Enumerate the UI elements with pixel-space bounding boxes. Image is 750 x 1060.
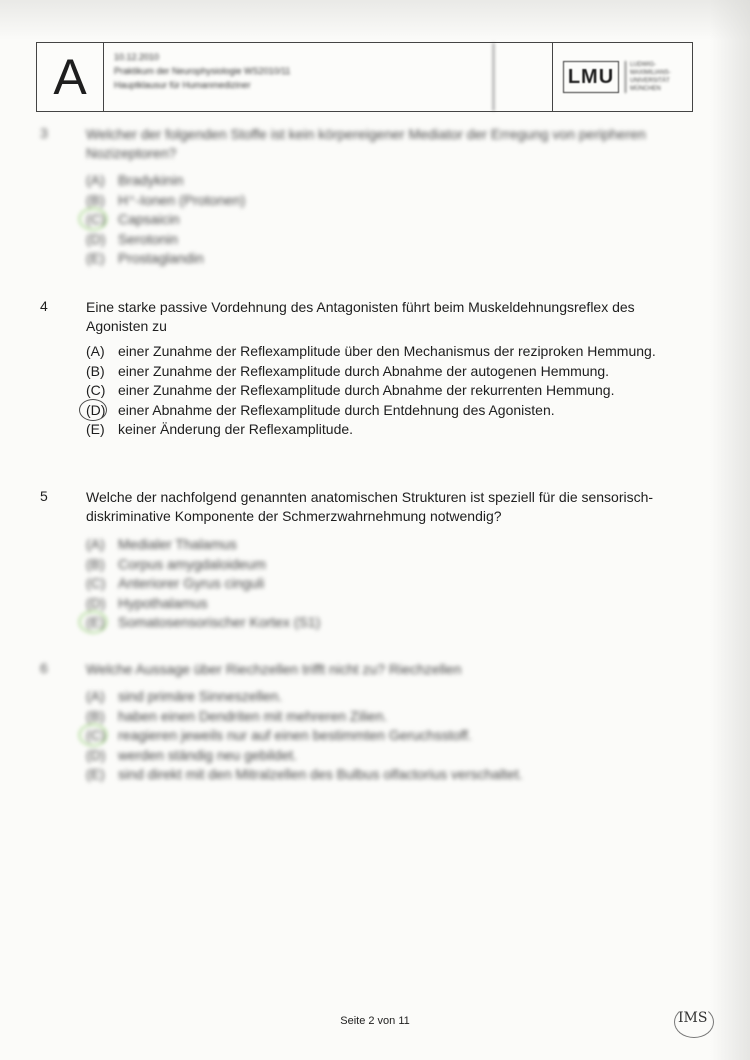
ims-logo-arc-icon [674,1006,714,1038]
answer-option[interactable] [86,420,690,440]
exam-date: 10.12.2010 [114,52,160,62]
option-label: (B) [86,555,105,572]
question-3 [40,125,690,269]
logo-sub-line: LUDWIG- [630,62,656,68]
question-number: 5 [40,488,48,504]
lmu-logo-subtext [625,61,671,93]
option-text: haben einen Dendriten mit mehreren Zilien. [118,707,388,724]
answer-option-selected[interactable] [86,726,690,746]
exam-version-cell [37,43,104,111]
logo-sub-line: MÜNCHEN [630,86,661,92]
option-label: (A) [86,172,105,188]
option-text: Corpus amygdaloideum [118,555,266,572]
logo-sub-line: UNIVERSITÄT [630,78,670,84]
question-4 [40,298,690,440]
answer-option[interactable] [86,746,690,766]
option-label: (B) [86,707,105,724]
option-text: einer Zunahme der Reflexamplitude durch Abnahme der rekurrenten Hemmung. [118,382,615,398]
answer-option[interactable] [86,362,690,382]
option-text: sind direkt mit den Mitralzellen des Bulbus olfactorius verschaltet. [118,766,523,782]
option-label: (B) [86,362,105,379]
answer-option[interactable] [86,249,690,269]
question-text: Welche Aussage über Riechzellen trifft nicht zu? Riechzellen [86,661,462,677]
option-label: (A) [86,536,105,552]
option-label: (A) [86,688,105,704]
page-number: Seite 2 von 11 [340,1015,410,1027]
answer-option[interactable] [86,342,690,362]
answer-option[interactable] [86,687,690,707]
option-label: (A) [86,343,105,359]
option-text: Prostaglandin [118,250,204,266]
answer-option[interactable] [86,535,690,555]
option-text: Serotonin [118,230,178,247]
option-label: (E) [86,766,105,782]
option-text: werden ständig neu gebildet. [118,746,298,763]
option-text: einer Zunahme der Reflexamplitude über den Mechanismus der reziproken Hemmung. [118,343,656,359]
selection-circle-mark [79,611,107,633]
option-label: (D) [86,746,106,763]
university-logo [553,43,692,111]
option-label: (C) [86,211,106,227]
option-label: (D) [86,594,106,611]
answer-option[interactable] [86,381,690,401]
ims-logo [678,1010,710,1036]
exam-version-letter: A [53,49,87,105]
exam-type: Hauptklausur für Humanmediziner [114,80,251,90]
option-text: H⁺-Ionen (Protonen) [118,191,246,208]
answer-option-selected[interactable] [86,613,690,633]
answer-option[interactable] [86,171,690,191]
option-label: (C) [86,382,106,398]
selection-circle-mark [79,399,107,421]
question-text: Eine starke passive Vordehnung des Antagonisten führt beim Muskeldehnungsreflex des Agonisten zu [86,299,635,334]
option-label: (E) [86,421,105,437]
option-label: (C) [86,727,106,743]
option-text: reagieren jeweils nur auf einen bestimmten Geruchsstoff. [118,727,472,743]
answer-options [86,687,690,785]
option-label: (E) [86,614,105,630]
scan-shading-top [0,0,750,40]
option-text: Anteriorer Gyrus cinguli [118,575,265,591]
option-text: Medialer Thalamus [118,536,237,552]
exam-course: Praktikum der Neurophysiologie WS2010/11 [114,66,291,76]
option-text: sind primäre Sinneszellen. [118,688,283,704]
option-text: keiner Änderung der Reflexamplitude. [118,421,354,437]
answer-option[interactable] [86,191,690,211]
option-label: (E) [86,250,105,266]
lmu-logo-mark: LMU [563,61,619,93]
answer-options [86,171,690,269]
option-text: Capsaicin [118,211,180,227]
answer-options [86,535,690,633]
option-text: einer Abnahme der Reflexamplitude durch Entdehnung des Agonisten. [118,401,555,418]
exam-info-cell [104,43,494,111]
header-blank-cell [494,43,553,111]
answer-options [86,342,690,440]
question-text: Welcher der folgenden Stoffe ist kein körpereigener Mediator der Erregung von peripheren Nozizeptoren? [86,126,646,161]
answer-option-selected[interactable] [86,401,690,421]
question-5 [40,488,690,633]
option-label: (D) [86,401,106,418]
answer-option[interactable] [86,707,690,727]
answer-option[interactable] [86,574,690,594]
answer-option-selected[interactable] [86,210,690,230]
option-label: (C) [86,575,106,591]
scan-shading-right [710,0,750,1060]
answer-option[interactable] [86,594,690,614]
option-label: (D) [86,230,106,247]
selection-circle-mark [79,208,107,230]
question-text: Welche der nachfolgend genannten anatomischen Strukturen ist speziell für die sensorisch-diskriminative Komponente der Schmerzwahrnehmung notwendig? [86,489,654,524]
option-text: Hypothalamus [118,594,208,611]
answer-option[interactable] [86,555,690,575]
question-number: 4 [40,298,48,314]
logo-sub-line: MAXIMILIANS- [630,70,671,76]
answer-option[interactable] [86,230,690,250]
exam-header [36,42,693,112]
option-text: einer Zunahme der Reflexamplitude durch Abnahme der autogenen Hemmung. [118,362,610,379]
question-6 [40,660,690,785]
question-number: 3 [40,125,48,141]
selection-circle-mark [79,724,107,746]
answer-option[interactable] [86,765,690,785]
option-text: Somatosensorischer Kortex (S1) [118,614,321,630]
option-label: (B) [86,191,105,208]
ims-logo-text: IMS [678,1010,708,1026]
option-text: Bradykinin [118,172,184,188]
question-number: 6 [40,660,48,676]
